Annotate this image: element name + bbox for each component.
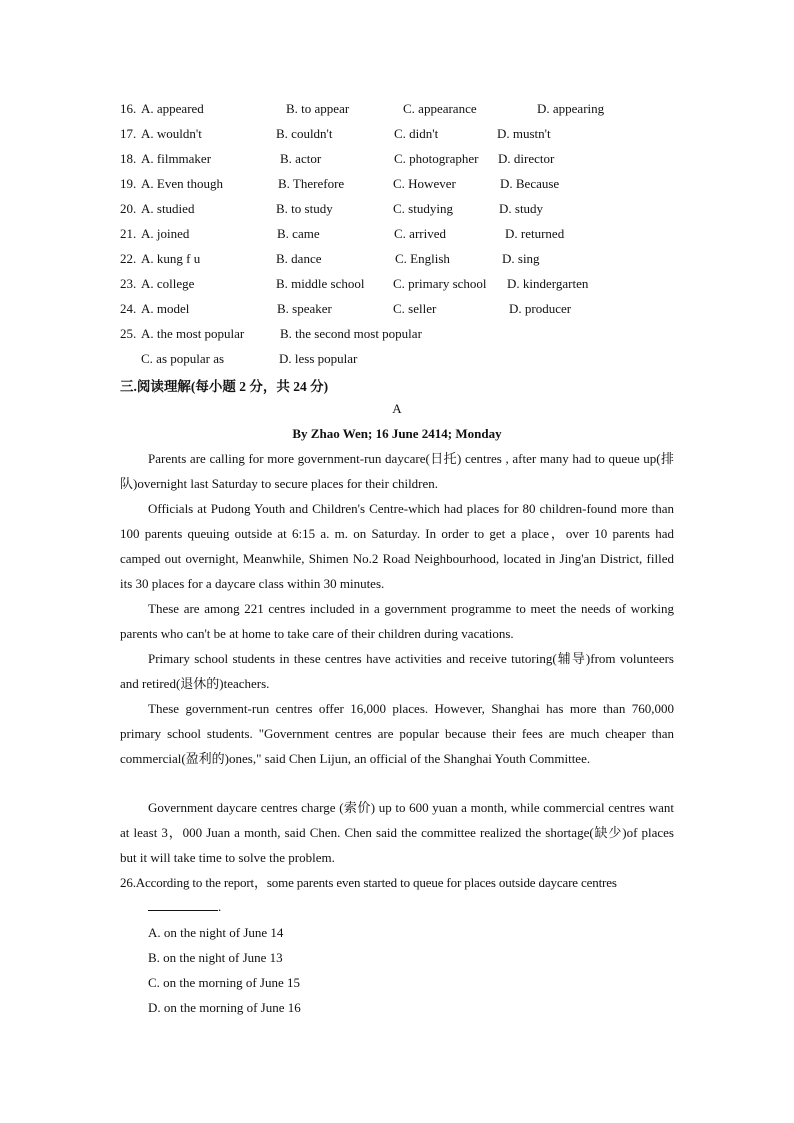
option-b: B. on the night of June 13 [148,950,283,965]
option-b: B. couldn't [276,126,333,141]
option-d: D. on the morning of June 16 [148,1000,301,1015]
passage-paragraph: Government daycare centres charge (索价) up to 600 yuan a month, while commercial centres want at least 3，000 Juan a month, said Chen. Chen said the committee realized the shortage(缺少)of places but it will take time to solve the problem. [120,800,674,865]
option-c: C. didn't [394,126,439,141]
option-a: A. wouldn't [141,126,202,141]
option-c: C. appearance [403,101,477,116]
passage-paragraph: Officials at Pudong Youth and Children's Centre-which had places for 80 children-found more than 100 parents queuing outside at 6:15 a. m. on Saturday. In order to get a place，over 10 parents had camped out overnight, Meanwhile, Shimen No.2 Road Neighbourhood, located in Jing'an District, filled its 30 places for a daycare class within 30 minutes. [120,501,674,591]
option-b: B. came [277,226,320,241]
option-d: D. director [498,151,555,166]
option-c: C. as popular as [141,351,225,366]
option-a: A. studied [141,201,195,216]
option-d: D. appearing [537,101,605,116]
passage-byline: By Zhao Wen; 16 June 2414; Monday [292,426,502,441]
option-b: B. to appear [286,101,350,116]
question-number: 17. [120,126,137,141]
option-c: C. on the morning of June 15 [148,975,301,990]
passage-label: A [392,401,402,416]
option-b: B. to study [276,201,333,216]
option-a: A. filmmaker [141,151,212,166]
option-c: C. arrived [394,226,446,241]
option-c: C. However [393,176,456,191]
question-number: 19. [120,176,137,191]
answer-blank [148,898,221,915]
option-b: B. speaker [277,301,332,316]
option-d: D. producer [509,301,572,316]
option-a: A. model [141,301,190,316]
section-heading: 三.阅读理解(每小题 2 分，共 24 分) [120,379,329,394]
question-number: 24. [120,301,137,316]
option-c: C. studying [393,201,453,216]
option-d: D. returned [505,226,565,241]
option-c: C. photographer [394,151,479,166]
option-c: C. primary school [393,276,487,291]
option-d: D. kindergarten [507,276,589,291]
question-number: 22. [120,251,137,266]
question-number: 21. [120,226,137,241]
option-c: C. seller [393,301,437,316]
option-d: D. less popular [279,351,358,366]
option-b: B. the second most popular [280,326,422,341]
question-number: 18. [120,151,137,166]
option-a: A. the most popular [141,326,245,341]
question-number: 25. [120,326,137,341]
option-a: A. kung f u [141,251,201,266]
option-a: A. college [141,276,195,291]
option-a: A. joined [141,226,190,241]
option-b: B. actor [280,151,322,166]
question-number: 23. [120,276,137,291]
option-b: B. dance [276,251,322,266]
question-number: 20. [120,201,137,216]
question-number: 16. [120,101,137,116]
option-a: A. appeared [141,101,204,116]
option-b: B. middle school [276,276,365,291]
option-a: A. Even though [141,176,223,191]
passage-paragraph: These government-run centres offer 16,000 places. However, Shanghai has more than 760,000 primary school students. "Government centres are popular because their fees are much cheaper than commercial(盈利的)ones," said Chen Lijun, an official of the Shanghai Youth Committee. [120,701,674,766]
blank-line [148,898,218,911]
option-a: A. on the night of June 14 [148,925,284,940]
option-b: B. Therefore [278,176,345,191]
passage-paragraph: Primary school students in these centres have activities and receive tutoring(辅导)from volunteers and retired(退休的)teachers. [120,651,674,691]
passage-paragraph: These are among 221 centres included in a government programme to meet the needs of working parents who can't be at home to take care of their children during vacations. [120,601,674,641]
option-d: D. mustn't [497,126,551,141]
stem-end: . [218,899,222,914]
passage-paragraph: Parents are calling for more government-run daycare(日托) centres , after many had to queue up(排队)overnight last Saturday to secure places for their children. [120,451,674,491]
option-d: D. study [499,201,544,216]
option-c: C. English [395,251,450,266]
option-d: D. sing [502,251,540,266]
question-stem: 26.According to the report，some parents even started to queue for places outside daycare centres [120,875,617,890]
option-d: D. Because [500,176,560,191]
